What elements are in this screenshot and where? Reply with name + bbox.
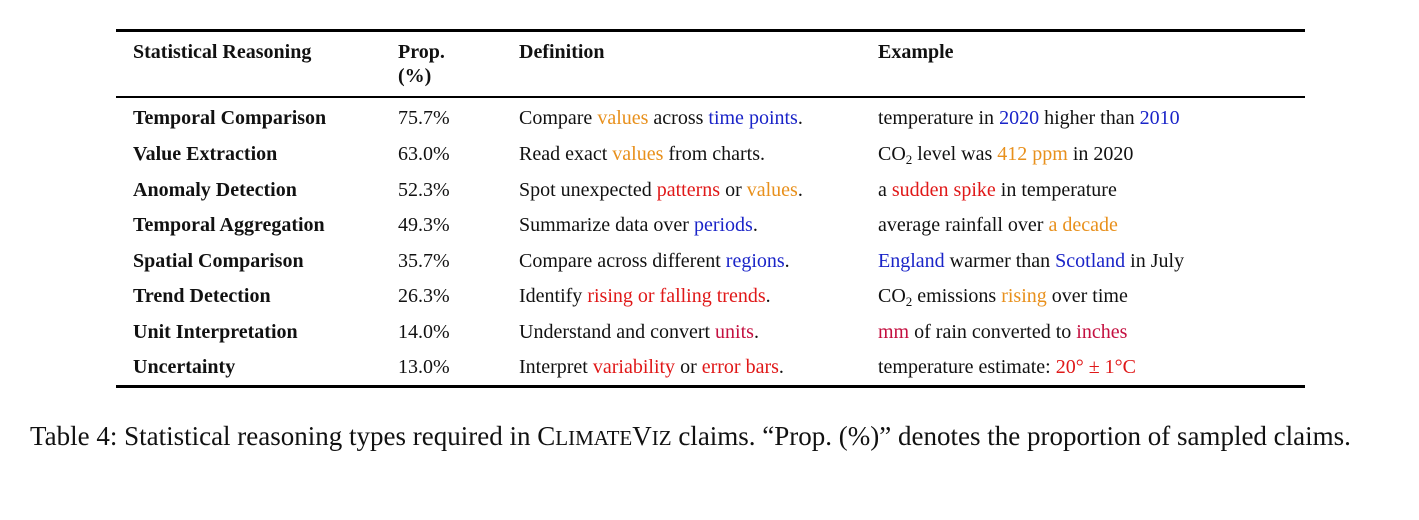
example-segment: Scotland xyxy=(1055,250,1126,272)
definition-segment: . xyxy=(778,356,784,378)
example-segment: rising xyxy=(1001,285,1047,307)
table-header-prop-line2: (%) xyxy=(398,65,432,87)
row-definition xyxy=(519,355,784,379)
row-proportion: 49.3% xyxy=(398,214,450,236)
definition-segment: . xyxy=(753,321,759,343)
definition-segment: periods xyxy=(693,214,753,236)
row-definition xyxy=(519,106,803,130)
definition-segment: Understand and convert xyxy=(519,321,716,343)
caption-text-before: Statistical reasoning types required in xyxy=(117,421,538,451)
table-caption xyxy=(30,418,1400,456)
caption-name-part: V xyxy=(632,421,652,451)
definition-segment: Summarize data over xyxy=(519,214,694,236)
definition-segment: rising or falling trends xyxy=(587,285,766,307)
example-segment: emissions xyxy=(912,285,1002,307)
example-segment: mm xyxy=(878,321,910,343)
table-header-reasoning: Statistical Reasoning xyxy=(133,41,312,63)
definition-segment: or xyxy=(720,179,747,201)
example-segment: in 2020 xyxy=(1067,143,1134,165)
example-segment: 2020 xyxy=(999,107,1040,129)
example-segment: inches xyxy=(1076,321,1128,343)
caption-label: Table 4: xyxy=(30,421,118,451)
definition-segment: across xyxy=(648,107,709,129)
definition-segment: time points xyxy=(708,107,798,129)
example-segment: CO xyxy=(878,285,906,307)
definition-segment: from charts. xyxy=(663,143,766,165)
caption-name-part: IZ xyxy=(651,426,672,450)
example-segment: over time xyxy=(1046,285,1128,307)
example-segment: in July xyxy=(1125,250,1185,272)
row-example xyxy=(878,106,1180,130)
table-header-example: Example xyxy=(878,41,954,63)
row-example xyxy=(878,249,1184,273)
row-definition xyxy=(519,213,758,237)
row-definition xyxy=(519,178,803,202)
definition-segment: units xyxy=(715,321,754,343)
definition-segment: Interpret xyxy=(519,356,593,378)
caption-dataset-name xyxy=(537,421,671,451)
definition-segment: Compare across different xyxy=(519,250,726,272)
definition-segment: . xyxy=(797,107,803,129)
table-top-rule xyxy=(116,29,1305,32)
row-reasoning-type: Anomaly Detection xyxy=(133,179,297,201)
example-segment: of rain converted to xyxy=(909,321,1077,343)
table-header-definition: Definition xyxy=(519,41,605,63)
row-proportion: 35.7% xyxy=(398,250,450,272)
row-definition xyxy=(519,249,790,273)
definition-segment: regions xyxy=(725,250,785,272)
table-header-prop xyxy=(398,40,445,88)
definition-segment: . xyxy=(784,250,790,272)
row-example xyxy=(878,142,1133,166)
example-segment: higher than xyxy=(1039,107,1140,129)
row-reasoning-type: Unit Interpretation xyxy=(133,321,298,343)
definition-segment: Identify xyxy=(519,285,588,307)
definition-segment: . xyxy=(752,214,758,236)
row-proportion: 14.0% xyxy=(398,321,450,343)
table-header-rule xyxy=(116,96,1305,98)
row-example xyxy=(878,213,1118,237)
row-proportion: 63.0% xyxy=(398,143,450,165)
row-example xyxy=(878,178,1117,202)
definition-segment: values xyxy=(612,143,664,165)
row-reasoning-type: Temporal Aggregation xyxy=(133,214,325,236)
table-bottom-rule xyxy=(116,385,1305,388)
row-reasoning-type: Spatial Comparison xyxy=(133,250,304,272)
row-example xyxy=(878,355,1136,379)
definition-segment: values xyxy=(597,107,649,129)
example-segment: 412 ppm xyxy=(997,143,1068,165)
definition-segment: patterns xyxy=(656,179,721,201)
example-segment: a xyxy=(878,179,892,201)
example-segment: average rainfall over xyxy=(878,214,1049,236)
row-definition xyxy=(519,320,759,344)
row-reasoning-type: Temporal Comparison xyxy=(133,107,327,129)
caption-name-part: C xyxy=(537,421,556,451)
definition-segment: values xyxy=(746,179,798,201)
row-definition xyxy=(519,284,771,308)
example-segment: a decade xyxy=(1048,214,1118,236)
example-segment: CO xyxy=(878,143,906,165)
definition-segment: error bars xyxy=(701,356,779,378)
row-reasoning-type: Trend Detection xyxy=(133,285,271,307)
definition-segment: . xyxy=(765,285,771,307)
table-header-prop-line1: Prop. xyxy=(398,41,445,63)
example-segment: level was xyxy=(912,143,998,165)
example-segment: 20° ± 1°C xyxy=(1055,356,1137,378)
example-segment: 2010 xyxy=(1139,107,1180,129)
row-example xyxy=(878,284,1128,308)
example-segment: 2 xyxy=(905,152,913,167)
example-segment: in temperature xyxy=(995,179,1117,201)
definition-segment: or xyxy=(675,356,702,378)
caption-text-after: claims. “Prop. (%)” denotes the proportion of sampled claims. xyxy=(671,421,1351,451)
definition-segment: . xyxy=(797,179,803,201)
definition-segment: Read exact xyxy=(519,143,613,165)
row-example xyxy=(878,320,1127,344)
example-segment: temperature estimate: xyxy=(878,356,1056,378)
definition-segment: Spot unexpected xyxy=(519,179,657,201)
example-segment: England xyxy=(878,250,945,272)
row-proportion: 75.7% xyxy=(398,107,450,129)
example-segment: warmer than xyxy=(944,250,1056,272)
row-definition xyxy=(519,142,765,166)
row-proportion: 26.3% xyxy=(398,285,450,307)
example-segment: 2 xyxy=(905,294,913,309)
example-segment: temperature in xyxy=(878,107,1000,129)
caption-name-part: LIMATE xyxy=(555,426,633,450)
row-reasoning-type: Value Extraction xyxy=(133,143,278,165)
example-segment: sudden spike xyxy=(891,179,996,201)
row-reasoning-type: Uncertainty xyxy=(133,356,236,378)
row-proportion: 13.0% xyxy=(398,356,450,378)
definition-segment: Compare xyxy=(519,107,598,129)
definition-segment: variability xyxy=(592,356,676,378)
row-proportion: 52.3% xyxy=(398,179,450,201)
